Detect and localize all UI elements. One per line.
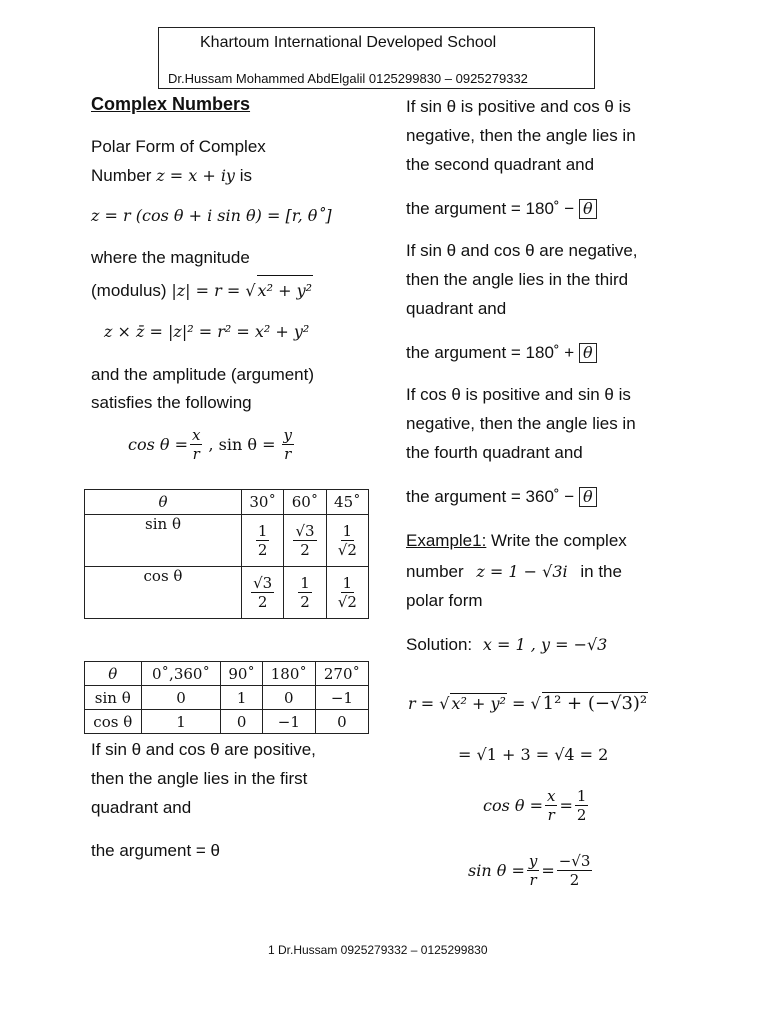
t2-cos-label: cos θ bbox=[85, 710, 142, 734]
magnitude-line1: where the magnitude bbox=[91, 248, 250, 267]
amplitude-line2: satisfies the following bbox=[91, 393, 252, 412]
example1-equation: z = 1 − √3i bbox=[476, 562, 568, 581]
example1-number-word: number bbox=[406, 562, 464, 581]
q1-argument: the argument = θ bbox=[91, 841, 221, 860]
t1-header-45: 45˚ bbox=[326, 490, 368, 515]
example1-text: Write the complex bbox=[486, 531, 627, 550]
r-eq-mid: = √ bbox=[511, 694, 541, 713]
t1-cos-30: $\frac{√3}{2}$ bbox=[242, 567, 284, 619]
sin-def-frac: $\frac{y}{r}$ bbox=[283, 426, 292, 463]
solution-line bbox=[406, 630, 607, 659]
t1-row-cos: cos θ bbox=[85, 567, 242, 619]
t2-header-0-360: 0˚,360˚ bbox=[141, 662, 221, 686]
sin-def-lhs: , sin θ = bbox=[208, 435, 276, 454]
t2-header-270: 270˚ bbox=[315, 662, 368, 686]
cos-theta-calc bbox=[483, 787, 590, 824]
solution-label: Solution: bbox=[406, 635, 473, 654]
q4-argument bbox=[406, 482, 597, 511]
q2-line2: negative, then the angle lies in bbox=[406, 126, 636, 145]
t2-sin-90: 1 bbox=[221, 686, 262, 710]
sin-theta-calc bbox=[468, 852, 594, 889]
example1-line2 bbox=[406, 557, 622, 586]
t2-cos-180: −1 bbox=[262, 710, 315, 734]
q2-line3: the second quadrant and bbox=[406, 155, 595, 174]
t1-header-theta: θ bbox=[85, 490, 242, 515]
polar-intro-is: is bbox=[239, 166, 252, 185]
cos-def-frac: $\frac{x}{r}$ bbox=[192, 426, 201, 463]
solution-values: x = 1 , y = −√3 bbox=[482, 635, 608, 654]
polar-form-equation: z = r (cos θ + i sin θ) = [r, θ˚] bbox=[91, 206, 332, 225]
polar-intro-line1: Polar Form of Complex bbox=[91, 137, 266, 156]
example1-line3: polar form bbox=[406, 591, 483, 610]
q1-line1: If sin θ and cos θ are positive, bbox=[91, 740, 316, 759]
t2-cos-270: 0 bbox=[315, 710, 368, 734]
q2-argument bbox=[406, 194, 597, 223]
t1-header-60: 60˚ bbox=[284, 490, 326, 515]
q4-line3: the fourth quadrant and bbox=[406, 443, 583, 462]
r-equation bbox=[408, 692, 648, 714]
t2-cos-90: 0 bbox=[221, 710, 262, 734]
modulus-eq: |z| = r = √ bbox=[171, 281, 256, 300]
polar-intro-line2 bbox=[91, 161, 252, 190]
t2-sin-label: sin θ bbox=[85, 686, 142, 710]
t1-cos-45: $\frac{1}{√2}$ bbox=[326, 567, 368, 619]
t2-sin-180: 0 bbox=[262, 686, 315, 710]
t1-sin-30: $\frac{1}{2}$ bbox=[242, 515, 284, 567]
t2-cos-0: 1 bbox=[141, 710, 221, 734]
example1-in-the: in the bbox=[580, 562, 622, 581]
example1-line1 bbox=[406, 526, 627, 555]
magnitude-line2 bbox=[91, 275, 313, 305]
q3-theta-box: θ bbox=[579, 343, 597, 363]
amplitude-line1: and the amplitude (argument) bbox=[91, 365, 315, 384]
cos-calc-lhs: cos θ = bbox=[483, 796, 544, 815]
sin-calc-eq: = bbox=[541, 861, 555, 880]
cos-calc-eq: = bbox=[559, 796, 573, 815]
t1-header-30: 30˚ bbox=[242, 490, 284, 515]
sin-calc-frac1: $\frac{y}{r}$ bbox=[528, 852, 538, 889]
modulus-label: (modulus) bbox=[91, 281, 167, 300]
t2-sin-270: −1 bbox=[315, 686, 368, 710]
q3-line3: quadrant and bbox=[406, 299, 507, 318]
t2-header-90: 90˚ bbox=[221, 662, 262, 686]
q4-theta-box: θ bbox=[579, 487, 597, 507]
t2-header-180: 180˚ bbox=[262, 662, 315, 686]
quadrantal-angles-table bbox=[84, 661, 369, 734]
q1-line3: quadrant and bbox=[91, 798, 192, 817]
q3-argument-text: the argument = 180˚ + bbox=[406, 343, 575, 362]
polar-intro-eq: z = x + iy bbox=[156, 166, 235, 185]
cos-sin-definition bbox=[128, 426, 296, 463]
q4-argument-text: the argument = 360˚ − bbox=[406, 487, 575, 506]
cos-calc-frac2: $\frac{1}{2}$ bbox=[576, 787, 587, 824]
t1-row-sin: sin θ bbox=[85, 515, 242, 567]
modulus-radicand: x² + y² bbox=[257, 275, 313, 305]
t1-sin-45: $\frac{1}{√2}$ bbox=[326, 515, 368, 567]
t1-cos-60: $\frac{1}{2}$ bbox=[284, 567, 326, 619]
polar-intro-number: Number bbox=[91, 166, 152, 185]
q4-line1: If cos θ is positive and sin θ is bbox=[406, 385, 631, 404]
sin-calc-frac2: $\frac{-√3}{2}$ bbox=[558, 852, 591, 889]
r-eq-radicand2: 1² + (−√3)² bbox=[542, 693, 648, 714]
r-eq-radicand1: x² + y² bbox=[451, 694, 506, 713]
t2-sin-0: 0 bbox=[141, 686, 221, 710]
q2-argument-text: the argument = 180˚ − bbox=[406, 199, 575, 218]
r-eq-lhs: r = √ bbox=[408, 694, 450, 713]
page-footer: 1 Dr.Hussam 0925279332 – 0125299830 bbox=[268, 943, 488, 957]
r-equation-result: = √1 + 3 = √4 = 2 bbox=[458, 745, 609, 764]
example1-label: Example1: bbox=[406, 531, 487, 550]
q3-argument bbox=[406, 338, 597, 367]
t2-header-theta: θ bbox=[85, 662, 142, 686]
cos-def-lhs: cos θ = bbox=[128, 435, 189, 454]
conjugate-equation: z × z̄ = |z|² = r² = x² + y² bbox=[104, 322, 310, 341]
sin-calc-lhs: sin θ = bbox=[468, 861, 525, 880]
q2-line1: If sin θ is positive and cos θ is bbox=[406, 97, 631, 116]
special-angles-table bbox=[84, 489, 369, 619]
q4-line2: negative, then the angle lies in bbox=[406, 414, 636, 433]
q3-line2: then the angle lies in the third bbox=[406, 270, 629, 289]
t1-sin-60: $\frac{√3}{2}$ bbox=[284, 515, 326, 567]
school-name: Khartoum International Developed School bbox=[200, 34, 497, 51]
q3-line1: If sin θ and cos θ are negative, bbox=[406, 241, 638, 260]
cos-calc-frac1: $\frac{x}{r}$ bbox=[547, 787, 556, 824]
page-title: Complex Numbers bbox=[91, 94, 251, 114]
q1-line2: then the angle lies in the first bbox=[91, 769, 308, 788]
author-line: Dr.Hussam Mohammed AbdElgalil 0125299830 – 0925279332 bbox=[168, 71, 528, 86]
q2-theta-box: θ bbox=[579, 199, 597, 219]
